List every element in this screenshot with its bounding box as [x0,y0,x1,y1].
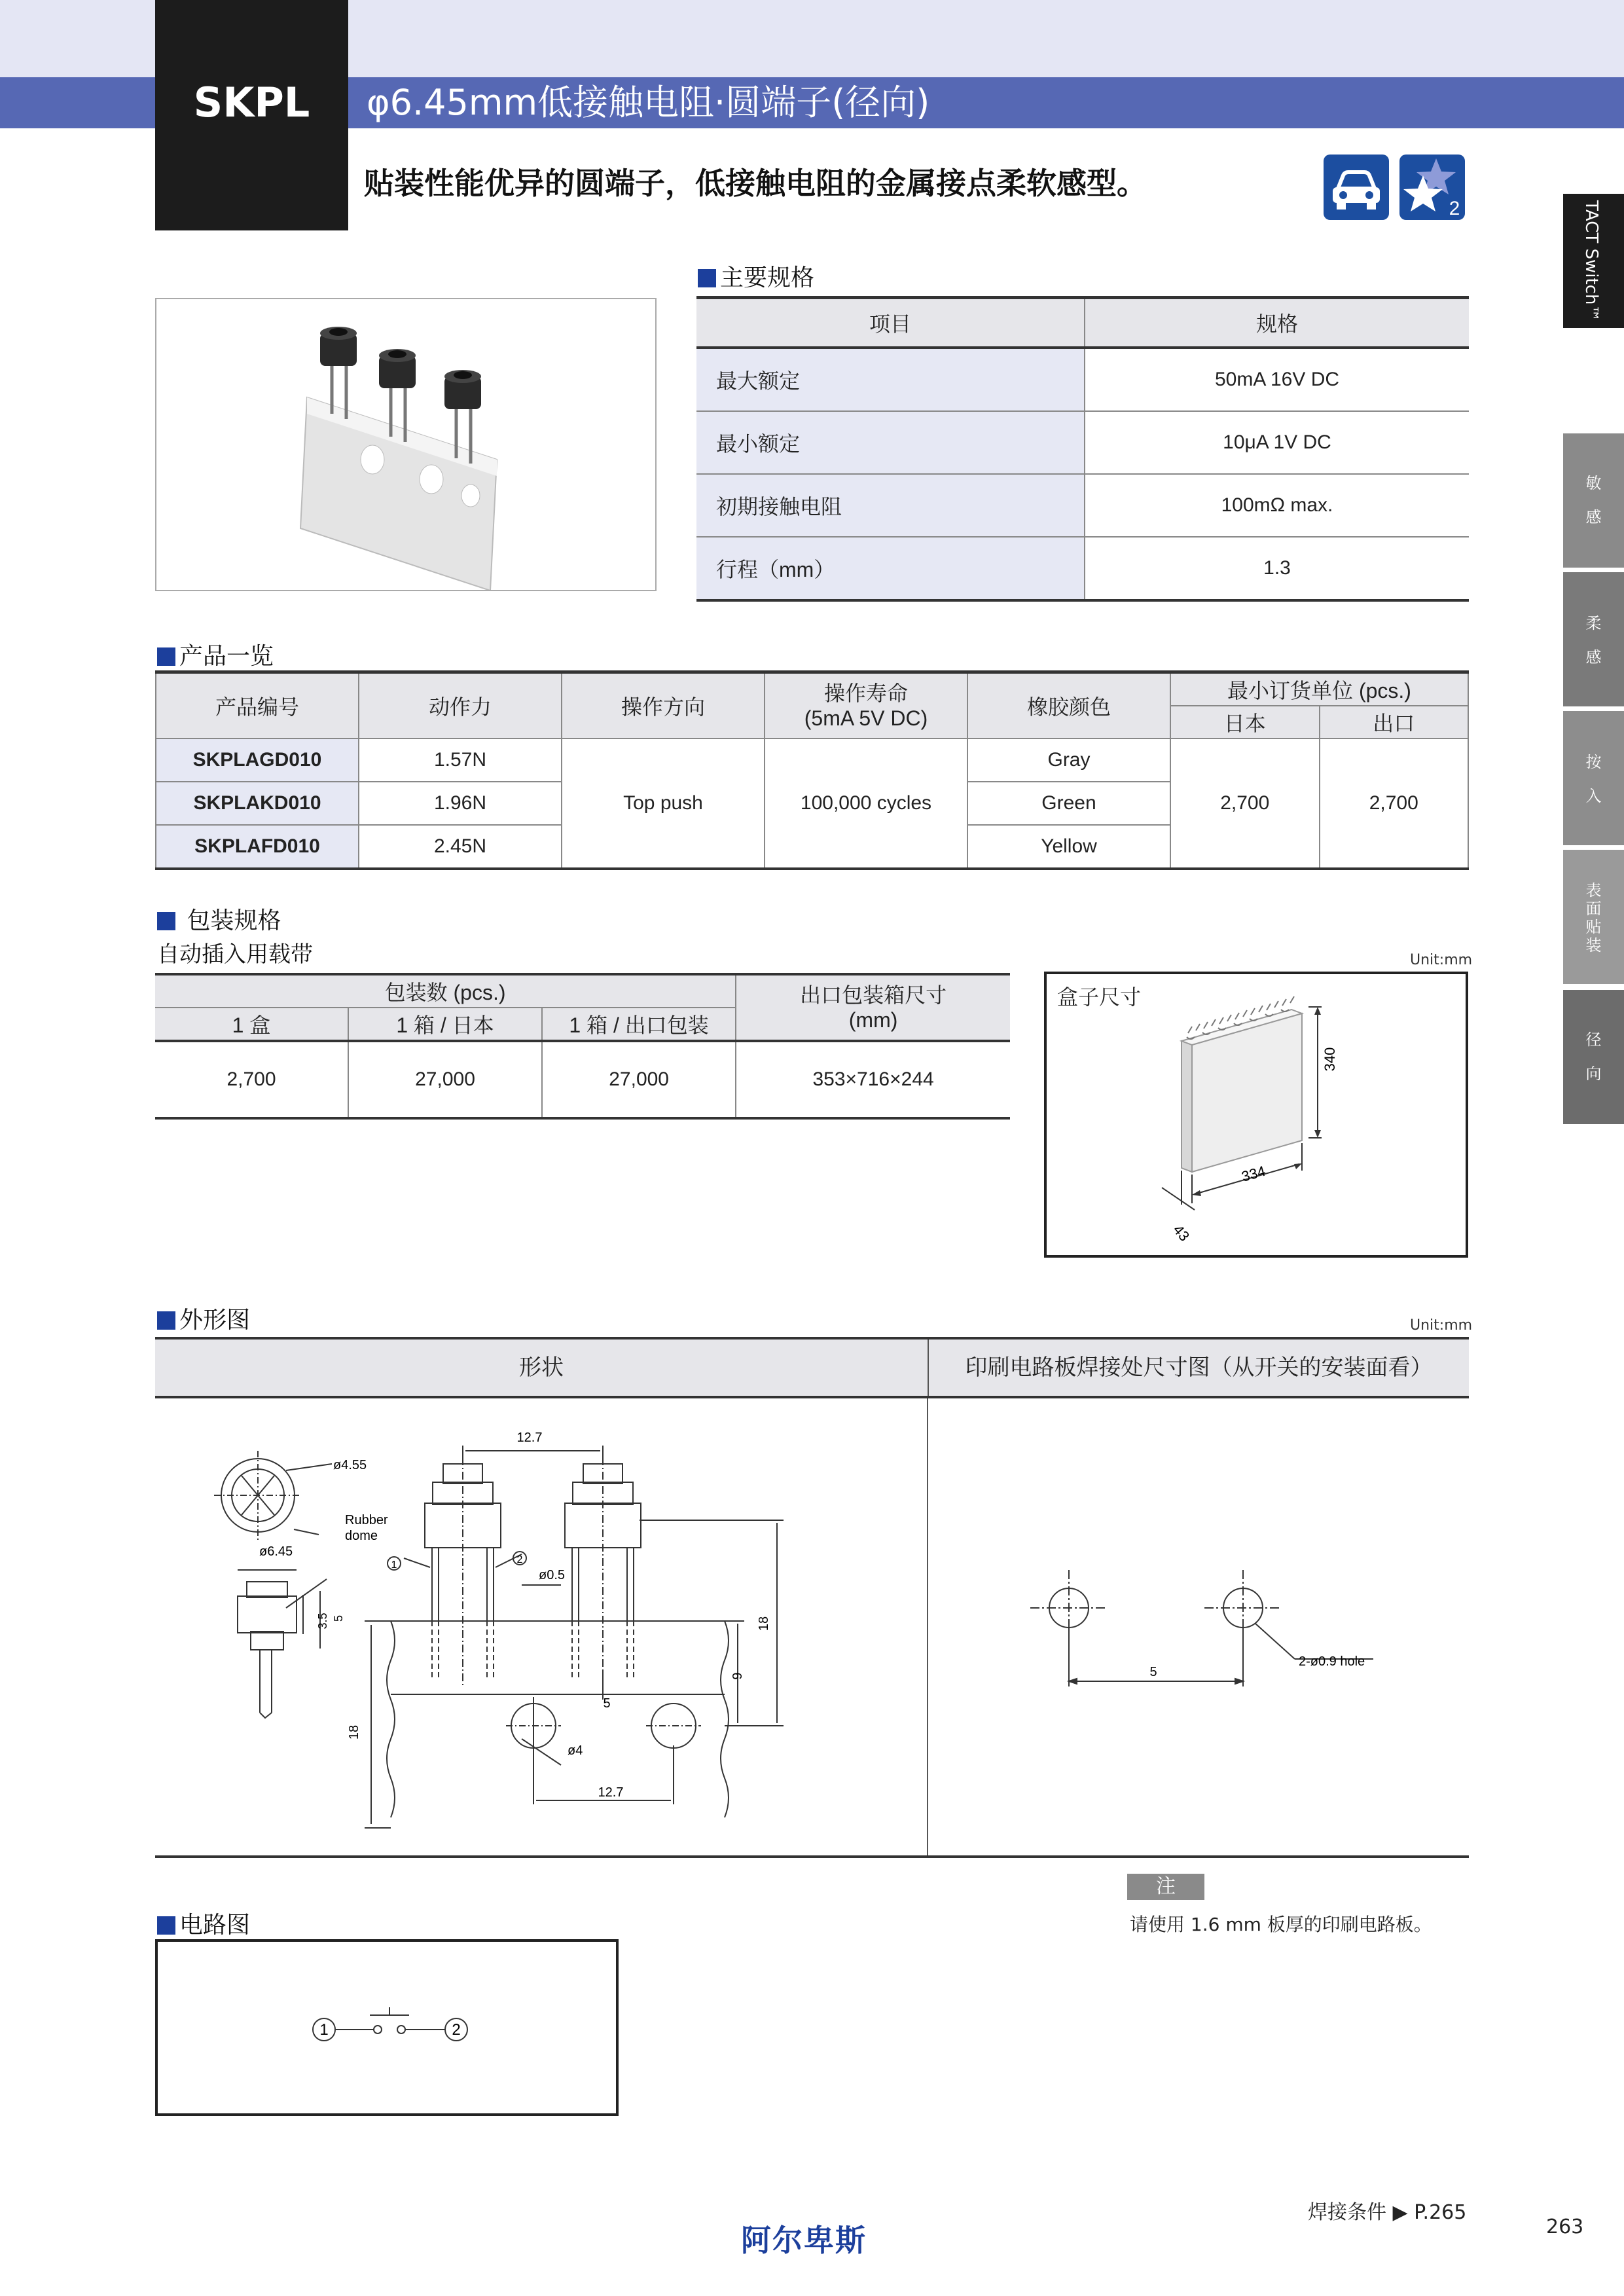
col-per-case-export: 1 箱 / 出口包装 [542,1008,736,1041]
side-tab-char: 入 [1585,787,1602,805]
circuit-diagram [155,1939,619,2116]
box-height: 340 [1322,1047,1338,1072]
dim-12.7-top: 12.7 [516,1430,543,1445]
force: 2.45N [359,825,562,869]
car-icon [1324,155,1389,220]
spec-value: 1.3 [1085,537,1469,600]
qty-case-export: 27,000 [542,1041,736,1118]
products-table [155,670,1469,870]
packing-unit: Unit:mm [1410,952,1473,968]
dim-5-bottom: 5 [603,1696,611,1711]
side-tab-soft[interactable] [1563,572,1624,706]
page-subtitle: 贴装性能优异的圆端子，低接触电阻的金属接点柔软感型。 [364,166,1147,201]
dim-6.45: ø6.45 [259,1544,293,1559]
circuit-heading: 电路图 [157,1906,250,1940]
outline-col-pcb: 印刷电路板焊接处尺寸图（从开关的安装面看） [965,1355,1433,1381]
part-number: SKPLAKD010 [156,782,359,825]
spec-label: 行程（mm） [696,537,1085,600]
side-tab-char: 敏 [1585,474,1602,492]
product-row [156,738,1468,782]
side-tab-push[interactable] [1563,711,1624,845]
spec-heading: 主要规格 [698,259,814,293]
terminal-2: 2 [516,1554,523,1565]
dim-0.5: ø0.5 [539,1568,566,1582]
dim-18-right: 18 [757,1616,771,1631]
moq-japan: 2,700 [1170,738,1320,869]
side-tab-char: 贴 [1585,918,1602,936]
label-rubber: Rubber [345,1513,388,1527]
side-tab-char: 装 [1585,936,1602,955]
side-tab-char: 感 [1585,648,1602,666]
page-number: 263 [1546,2215,1584,2238]
model-name: SKPL [193,79,310,126]
spec-row [696,411,1469,474]
pcb-hole-label: 2-ø0.9 hole [1299,1654,1365,1669]
spec-value: 100mΩ max. [1085,474,1469,537]
circuit-terminal-2: 2 [452,2021,461,2039]
spec-col-item: 项目 [696,298,1085,348]
box-width: 334 [1239,1162,1268,1185]
force: 1.96N [359,782,562,825]
spec-col-spec: 规格 [1085,298,1469,348]
col-moq-japan: 日本 [1170,706,1320,738]
col-color: 橡胶颜色 [967,672,1170,739]
force: 1.57N [359,738,562,782]
shape-drawing [155,1398,928,1857]
col-moq-export: 出口 [1320,706,1469,738]
soldering-reference[interactable]: 焊接条件 ▶ P.265 [1308,2201,1467,2224]
moq-export: 2,700 [1320,738,1469,869]
side-tab-char: 面 [1585,900,1602,918]
direction: Top push [562,738,765,869]
rubber-color: Gray [967,738,1170,782]
spec-label: 初期接触电阻 [696,474,1085,537]
box-dimension-title: 盒子尺寸 [1057,985,1142,1010]
outline-col-shape: 形状 [519,1355,564,1381]
col-part-number: 产品编号 [156,672,359,739]
spec-row [696,474,1469,537]
col-life: 操作寿命 (5mA 5V DC) [765,672,967,739]
spec-table [696,296,1469,602]
side-tab-char: 感 [1585,508,1602,526]
alps-logo: 阿尔卑斯 [741,2223,867,2258]
outline-unit: Unit:mm [1410,1317,1473,1334]
rubber-color: Yellow [967,825,1170,869]
side-tab-char: 按 [1585,753,1602,771]
packing-table [155,973,1010,1120]
circuit-terminal-1: 1 [319,2021,329,2039]
side-tab-tact[interactable] [1563,194,1624,328]
terminal-1: 1 [391,1559,397,1571]
side-tab-smd[interactable] [1563,850,1624,984]
spec-value: 10μA 1V DC [1085,411,1469,474]
side-tab-radial[interactable] [1563,990,1624,1124]
col-moq: 最小订货单位 (pcs.) [1170,672,1468,706]
qty-box: 2,700 [155,1041,348,1118]
dim-4.55: ø4.55 [333,1458,367,1472]
rubber-color: Green [967,782,1170,825]
side-tab-char: 表 [1585,881,1602,900]
part-number: SKPLAGD010 [156,738,359,782]
page-title: φ6.45mm低接触电阻·圆端子(径向) [367,82,930,123]
spec-row [696,537,1469,600]
col-box-dim: 出口包装箱尺寸 (mm) [736,974,1010,1041]
side-tab-char: 径 [1585,1030,1602,1049]
part-number: SKPLAFD010 [156,825,359,869]
qty-case-japan: 27,000 [348,1041,542,1118]
dim-9: 9 [731,1672,745,1680]
box-dimension-figure [1044,972,1468,1258]
col-packing-qty: 包装数 (pcs.) [155,974,736,1008]
spec-row [696,348,1469,411]
packing-heading: 包装规格 [157,902,281,936]
col-per-box: 1 盒 [155,1008,348,1041]
packing-subheading: 自动插入用载带 [157,941,313,968]
side-tab-tact-label: TACT Switch™ [1581,200,1601,322]
side-tab-char: 柔 [1585,614,1602,632]
spec-label: 最小额定 [696,411,1085,474]
life: 100,000 cycles [765,738,967,869]
box-dimension: 353×716×244 [736,1041,1010,1118]
col-force: 动作力 [359,672,562,739]
spec-value: 50mA 16V DC [1085,348,1469,411]
dim-12.7-bottom: 12.7 [598,1785,624,1800]
outline-heading: 外形图 [157,1302,250,1335]
col-direction: 操作方向 [562,672,765,739]
side-tab-sensitive[interactable] [1563,433,1624,568]
dim-3.5: 3.5 [316,1613,329,1630]
label-dome: dome [345,1529,378,1543]
dim-18-left: 18 [347,1724,361,1740]
product-photo [155,298,657,591]
note-text: 请使用 1.6 mm 板厚的印刷电路板。 [1130,1914,1432,1935]
spec-label: 最大额定 [696,348,1085,411]
box-depth: 43 [1170,1221,1193,1245]
pcb-layout-drawing [928,1398,1469,1857]
star-badge-number: 2 [1449,198,1460,219]
star-icon [1399,155,1465,220]
dim-5: 5 [332,1614,345,1622]
outline-header [155,1337,1469,1398]
pcb-pitch: 5 [1149,1665,1157,1679]
products-heading: 产品一览 [157,638,274,671]
note-label: 注 [1127,1874,1204,1900]
side-tab-char: 向 [1585,1065,1602,1083]
packing-row [155,1041,1010,1118]
dim-4: ø4 [568,1743,583,1758]
col-per-case-japan: 1 箱 / 日本 [348,1008,542,1041]
